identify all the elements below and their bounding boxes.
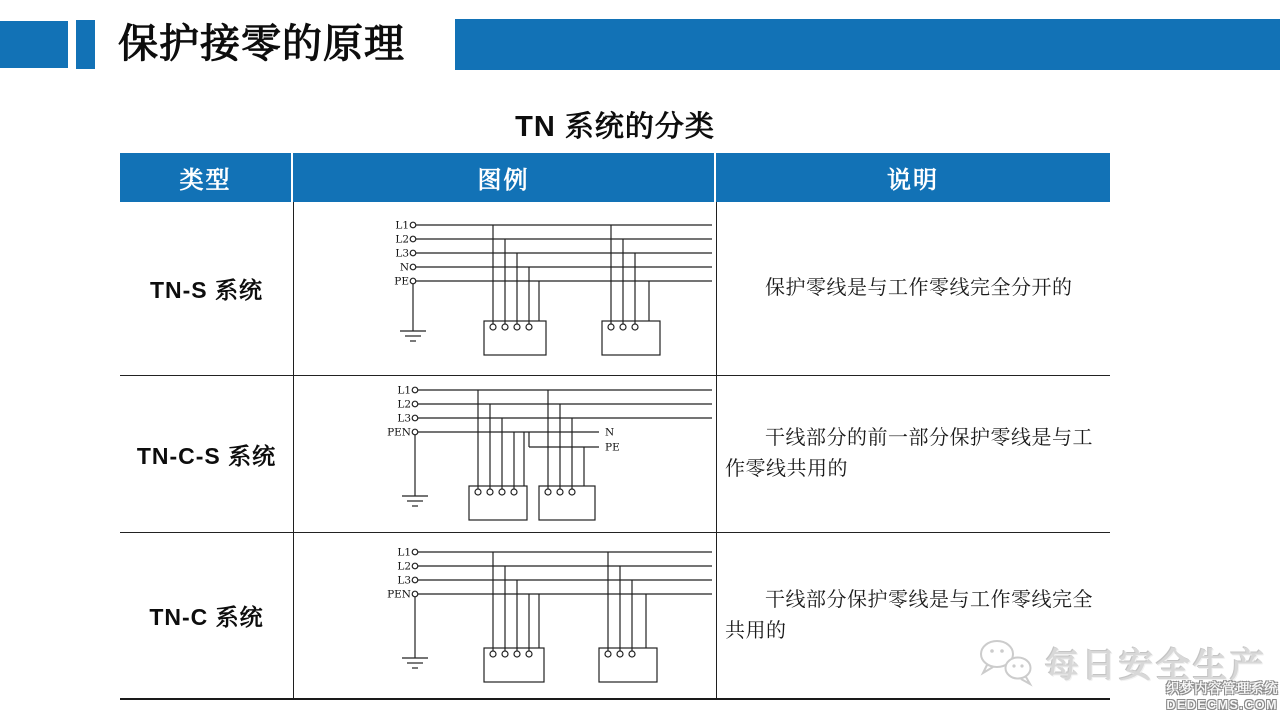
bus-label: L3 (397, 574, 411, 586)
equipment-box-1 (469, 390, 527, 520)
bus-label: N (399, 261, 409, 273)
tncs-diagram (384, 380, 714, 528)
description-cell-tncs (716, 375, 1110, 532)
bus-label: PEN (387, 426, 411, 439)
bus-label: L2 (397, 398, 411, 411)
header-accent-block (0, 21, 68, 68)
branch-label-pe: PE (605, 441, 620, 454)
bus-label: PEN (387, 588, 411, 600)
diagram-cell-tns (293, 202, 716, 375)
branch-label-n: N (605, 426, 615, 439)
bus-label: L3 (397, 412, 411, 425)
cms-watermark (1166, 681, 1278, 714)
column-header-description: 说明 (716, 153, 1110, 202)
cms-watermark-domain: DEDECMS.COM (1166, 697, 1278, 712)
bus-label: L2 (397, 560, 411, 572)
brand-watermark-text: 每日安全生产 (1045, 646, 1267, 685)
ground-symbol (400, 283, 426, 340)
description-text: 干线部分保护零线是与工作零线完全共用的 (725, 588, 1093, 642)
description-text: 保护零线是与工作零线完全分开的 (765, 277, 1073, 299)
bus-label: L3 (395, 247, 409, 259)
column-header-diagram: 图例 (293, 153, 716, 202)
slide-subtitle: TN 系统的分类 (515, 111, 715, 143)
equipment-box-2 (602, 225, 660, 355)
type-cell-tncs: TN-C-S 系统 (120, 375, 293, 532)
ground-symbol (402, 596, 428, 667)
equipment-box-2 (539, 390, 595, 520)
description-cell-tns (716, 202, 1110, 375)
cms-watermark-name: 织梦内容管理系统 (1166, 681, 1278, 696)
description-text: 干线部分的前一部分保护零线是与工作零线共用的 (725, 427, 1093, 480)
page-title: 保护接零的原理 (118, 22, 405, 66)
equipment-box-1 (484, 225, 546, 355)
diagram-cell-tnc (293, 532, 716, 698)
bus-label: L1 (397, 384, 411, 397)
bus-label: L1 (397, 546, 411, 558)
description-cell-tnc (716, 532, 1110, 698)
type-cell-tns: TN-S 系统 (149, 277, 264, 303)
tn-system-table (120, 153, 1110, 700)
tnc-diagram (384, 542, 714, 690)
ground-symbol (402, 435, 428, 506)
type-cell-tnc: TN-C 系统 (120, 532, 293, 698)
bus-label: L1 (395, 219, 409, 231)
equipment-box-2 (599, 552, 657, 682)
header-accent-tick (76, 20, 95, 69)
bus-label: PE (394, 275, 409, 287)
diagram-cell-tncs (293, 375, 716, 532)
column-header-type: 类型 (120, 153, 293, 202)
equipment-box-1 (484, 552, 544, 682)
bus-label: L2 (395, 233, 409, 245)
tns-diagram (384, 215, 714, 363)
header-accent-bar (455, 19, 1280, 70)
